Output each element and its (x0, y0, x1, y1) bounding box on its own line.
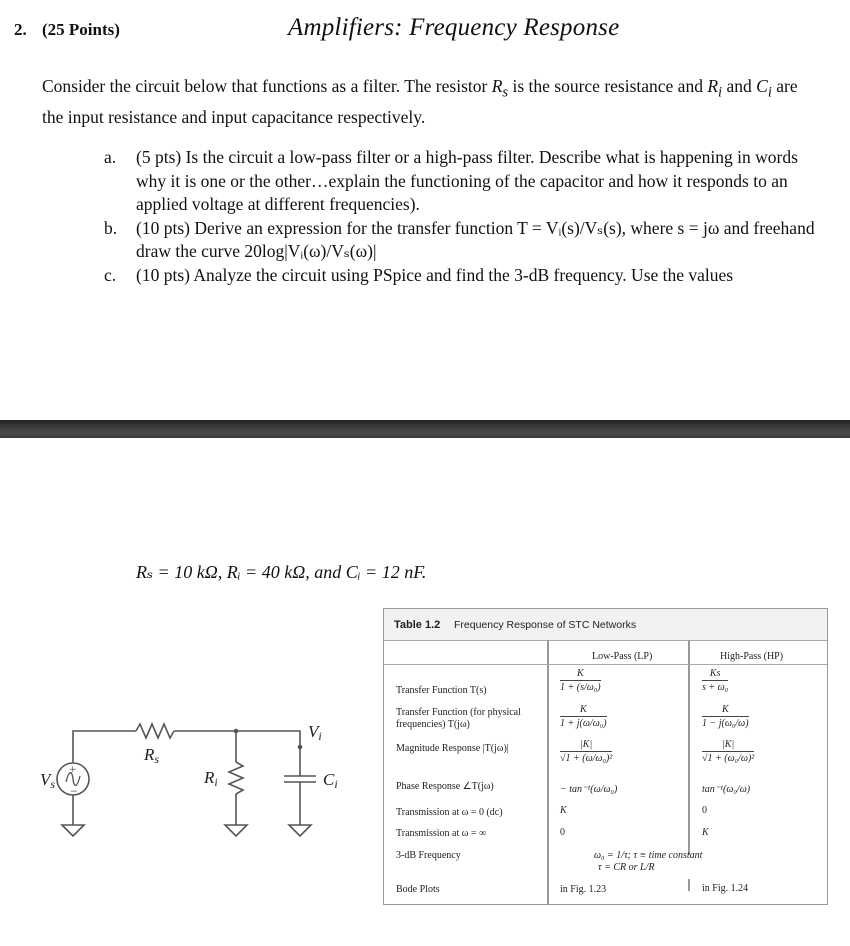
header-rule (384, 664, 827, 665)
ground-icon (62, 825, 84, 836)
intro-text: and (722, 76, 757, 96)
row-label: Transfer Function T(s) (396, 685, 487, 696)
svg-text:−: − (70, 787, 78, 797)
svg-text:+: + (69, 765, 77, 775)
page-separator-bar (0, 420, 850, 438)
intro-text: are the input resistance and input capacitance respectively. (42, 76, 798, 127)
hp-magnitude: $\frac{|K|}{\text{√1 + (ω₀/ω)²}}$ (702, 739, 755, 764)
hp-tf-jw: $\frac{K}{\text{1 − j(ω₀/ω)}}$ (702, 704, 749, 729)
row-label: Transmission at ω = 0 (dc) (396, 807, 503, 818)
ground-icon (225, 825, 247, 836)
row-label: Phase Response ∠T(jω) (396, 781, 494, 792)
component-values: Rₛ = 10 kΩ, Rᵢ = 40 kΩ, and Cᵢ = 12 nF. (136, 562, 427, 582)
lp-magnitude: $\frac{|K|}{\text{√1 + (ω/ω₀)²}}$ (560, 739, 613, 764)
table-caption (384, 609, 827, 641)
row-label: 3-dB Frequency (396, 850, 461, 861)
rs-label: Rs (144, 745, 160, 766)
node-dot-icon (298, 745, 303, 750)
question-letter: c. (104, 264, 117, 285)
table-title: Frequency Response of STC Networks (454, 619, 637, 631)
page-title: Amplifiers: Frequency Response (288, 14, 620, 41)
ri-label: Ri (204, 768, 218, 789)
question-c (104, 264, 824, 288)
table-number: Table 1.2 (394, 619, 441, 631)
question-text: (5 pts) Is the circuit a low-pass filter or a high-pass filter. Describe what is happening in words why it is one or the other…explain the functioning of the capacitor and how it responds to an applied voltage at different frequencies). (136, 147, 798, 214)
intro-text: is the source resistance and (508, 76, 708, 96)
lp-tf-jw: $\frac{K}{\text{1 + j(ω/ω₀)}}$ (560, 704, 607, 729)
lp-inf: 0 (560, 827, 565, 838)
node-dot-icon (234, 729, 239, 734)
f3db-tau: τ = CR or L/R (598, 862, 655, 873)
ci-label: Ci (323, 770, 338, 791)
ri-resistor-icon (229, 762, 243, 794)
question-letter: a. (104, 147, 117, 167)
intro-paragraph (42, 74, 812, 129)
question-b (104, 217, 824, 264)
lp-tf-s: $\frac{K}{\text{1 + (s/ω₀)}}$ (560, 668, 601, 693)
question-list (104, 146, 824, 287)
hp-phase: tan⁻¹(ω₀/ω) (702, 784, 751, 795)
ci-symbol: $C_i$ (756, 76, 772, 101)
column-divider (547, 640, 549, 904)
rs-resistor-icon (136, 724, 174, 738)
row-label: frequencies) T(jω) (396, 719, 470, 730)
column-divider (688, 640, 690, 855)
circuit-diagram (20, 690, 360, 840)
col-header-lp: Low-Pass (LP) (592, 651, 653, 662)
row-label: Transfer Function (for physical (396, 707, 521, 718)
row-label: Transmission at ω = ∞ (396, 828, 487, 839)
question-text: (10 pts) Derive an expression for the transfer function T = Vᵢ(s)/Vₛ(s), where s = jω and freehand draw the curve 20log|Vᵢ(ω)/Vₛ(ω)| (136, 217, 815, 261)
intro-text: Consider the circuit below that functions as a filter. The resistor (42, 76, 492, 96)
problem-points: (25 Points) (42, 20, 120, 39)
lp-bode: in Fig. 1.23 (560, 884, 607, 895)
question-letter: b. (104, 217, 118, 238)
lp-dc: K (560, 805, 567, 816)
hp-bode: in Fig. 1.24 (702, 883, 749, 894)
ri-symbol: $R_i$ (707, 76, 723, 101)
f3db-formula: ω₀ = 1/τ; τ ≡ time constant (594, 850, 703, 861)
row-label: Magnitude Response |T(jω)| (396, 743, 509, 754)
hp-inf: K (702, 827, 709, 838)
lp-phase: − tan⁻¹(ω/ω₀) (560, 784, 618, 795)
row-label: Bode Plots (396, 884, 440, 895)
hp-dc: 0 (702, 805, 707, 816)
column-divider (688, 879, 690, 891)
col-header-hp: High-Pass (HP) (720, 651, 784, 662)
vs-label: Vs (40, 770, 56, 791)
question-text: (10 pts) Analyze the circuit using PSpice and find the 3-dB frequency. Use the values (136, 264, 734, 285)
vi-label: Vi (308, 722, 322, 743)
question-a (104, 146, 824, 217)
hp-tf-s: $\frac{Ks}{\text{s + ω₀}}$ (702, 668, 729, 693)
ground-icon (289, 825, 311, 836)
problem-number: 2. (14, 20, 27, 39)
rs-symbol: $R_s$ (491, 76, 509, 101)
stc-response-table (383, 608, 828, 905)
